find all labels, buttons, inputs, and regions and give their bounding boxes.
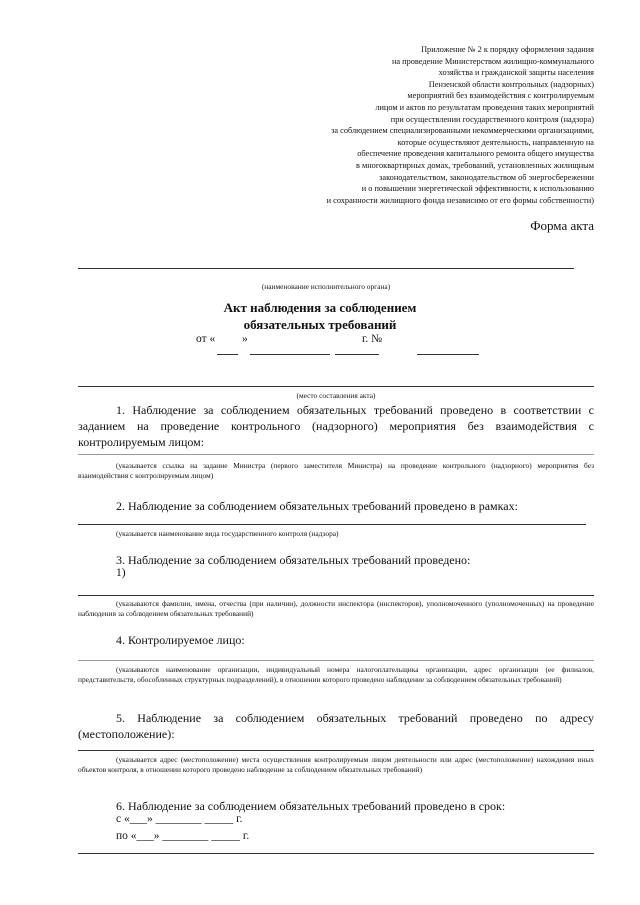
section-2-line	[78, 524, 586, 525]
appendix-line: Приложение № 2 к порядку оформления задания	[421, 45, 594, 54]
appendix-line: на проведение Министерством жилищно-коммунального	[391, 56, 594, 66]
appendix-line: и о повышении энергетической эффективности, к использованию	[361, 184, 594, 194]
section-1-text	[78, 402, 594, 450]
appendix-line: хозяйства и гражданской защиты населения	[438, 68, 594, 78]
appendix-line: которые осуществляют деятельность, направленную на	[397, 137, 594, 147]
appendix-line: за соблюдением специализированными некоммерческими организациями,	[331, 126, 594, 136]
appendix-line: Пензенской области контрольных (надзорных)	[428, 79, 594, 89]
section-6-line	[78, 853, 594, 854]
section-1-caption	[78, 461, 594, 481]
section-4-caption	[78, 665, 594, 685]
section-6-text	[78, 798, 594, 814]
section-3-item: 1)	[116, 567, 126, 579]
section-3-body: 3. Наблюдение за соблюдением обязательных требований проведено:	[116, 553, 471, 567]
date-quote-close: »	[242, 333, 248, 345]
appendix-line: при осуществлении государственного контроля (надзора)	[390, 114, 594, 124]
section-5-text	[78, 710, 594, 742]
date-from-label: от «	[196, 333, 216, 345]
appendix-line: законодательством, законодательством об энергосбережении	[379, 172, 594, 182]
body-caption: (наименование исполнительного органа)	[261, 282, 391, 291]
section-6-body: 6. Наблюдение за соблюдением обязательных требований проведено в срок:	[116, 799, 506, 813]
year-number-label: г. №	[362, 333, 383, 345]
section-1-body: 1. Наблюдение за соблюдением обязательных требований проведено в соответствии с заданием на проведение контрольного (надзорного) мероприятия без взаимодействия с контролируемым лицом:	[78, 403, 594, 449]
section-4-line	[78, 660, 594, 661]
section-4-caption-text: (указываются наименование организации, индивидуальный номера налогоплательщика организации, адрес организации (ее филиалов, представительств, обособленных структурных подразделений), в отношении которого проведено наблюдение за соблюдением обязательных требований)	[78, 665, 594, 684]
appendix-line: в многоквартирных домах, требований, установленных жилищным	[355, 160, 594, 170]
body-name-line	[78, 268, 574, 269]
section-4-text	[78, 632, 594, 648]
section-3-text	[78, 552, 594, 568]
act-title-line1: Акт наблюдения за соблюдением	[223, 300, 417, 315]
section-5-caption-text: (указывается адрес (местоположение) места осуществления контролируемым лицом деятельности или адрес (местоположение) нахождения иных объектов контроля, в отношении которого проведено наблюдение за соблюдением обязательных требований)	[78, 755, 594, 774]
section-2-text	[78, 498, 594, 514]
section-3-caption	[78, 599, 594, 619]
appendix-line: и сохранности жилищного фонда независимо от его формы собственности)	[326, 195, 594, 205]
date-from-line: с «___» ________ _____ г.	[116, 813, 243, 825]
appendix-line: лицом и актов по результатам проведения таких мероприятий	[375, 102, 594, 112]
section-5-caption	[78, 755, 594, 775]
section-3-caption-text: (указываются фамилии, имена, отчества (при наличии), должности инспектора (инспекторов), уполномоченного (уполномоченных) на проведение наблюдения за соблюдением обязательных требований)	[78, 599, 594, 618]
act-title-line2: обязательных требований	[243, 317, 397, 332]
appendix-line: мероприятий без взаимодействия с контролируемым	[407, 91, 594, 101]
section-4-body: 4. Контролируемое лицо:	[116, 633, 245, 647]
section-2-caption: (указывается наименование вида государственного контроля (надзора)	[116, 529, 339, 538]
appendix-header	[234, 44, 594, 206]
date-to-line: по «___» ________ _____ г.	[116, 830, 250, 842]
place-line	[78, 386, 594, 387]
section-5-body: 5. Наблюдение за соблюдением обязательных требований проведено по адресу (местоположение):	[78, 711, 594, 741]
act-number-field	[417, 354, 479, 355]
day-field	[217, 354, 238, 355]
section-5-line	[78, 750, 594, 751]
place-caption: (место составления акта)	[296, 391, 376, 400]
section-3-line	[78, 595, 594, 596]
month-field	[250, 354, 330, 355]
year-field	[335, 354, 379, 355]
form-label: Форма акта	[530, 218, 594, 233]
section-1-line	[78, 454, 594, 455]
appendix-line: обеспечение проведения капитального ремонта общего имущества	[357, 149, 594, 159]
section-2-body: 2. Наблюдение за соблюдением обязательных требований проведено в рамках:	[116, 499, 518, 513]
section-1-caption-text: (указывается ссылка на задание Министра (первого заместителя Министра) на проведение контрольного (надзорного) мероприятия без взаимодействия с контролируемым лицом)	[78, 461, 594, 480]
